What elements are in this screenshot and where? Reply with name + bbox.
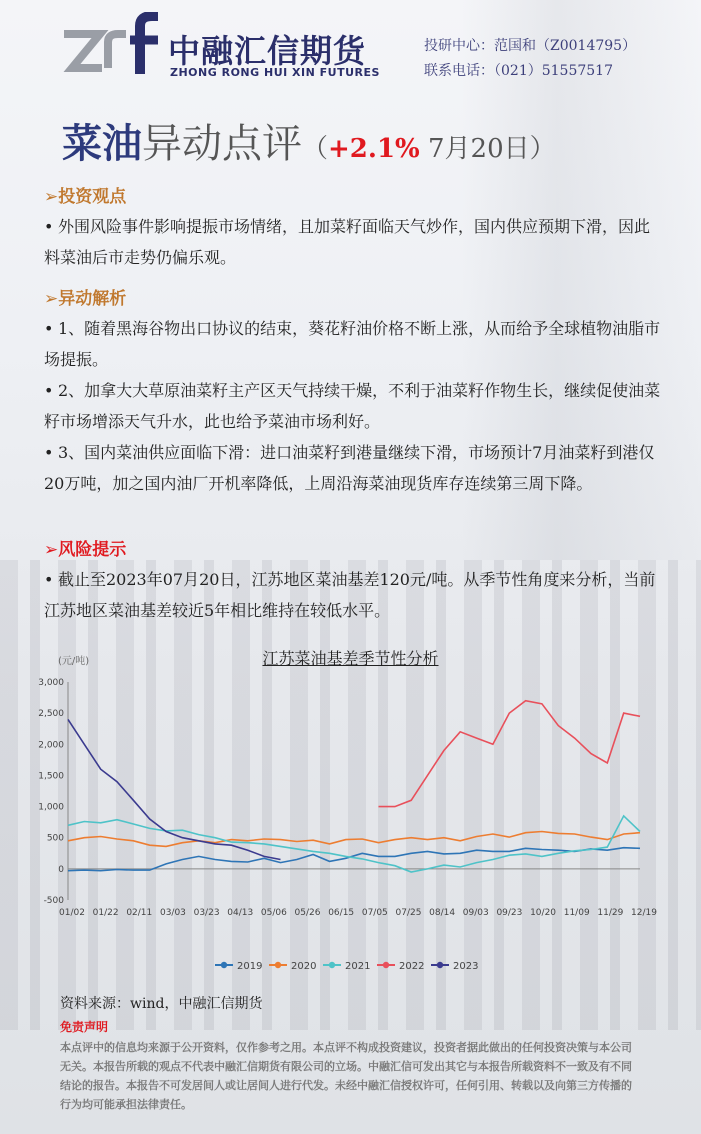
title-change: +2.1% — [328, 134, 420, 164]
x-tick-label: 11/09 — [563, 908, 590, 918]
x-tick-label: 04/13 — [227, 908, 254, 918]
company-name-cn: 中融汇信期货 — [168, 32, 367, 70]
title-date: 7月20日） — [419, 134, 556, 164]
series-line-2020 — [68, 832, 640, 847]
analysis-bullet-1: • 1、随着黑海谷物出口协议的结束，葵花籽油价格不断上涨，从而给予全球植物油脂市场提振。 — [44, 319, 661, 369]
y-tick-label: 2,500 — [38, 709, 64, 720]
title-paren: （ — [302, 134, 329, 164]
series-line-2019 — [68, 848, 640, 871]
x-tick-label: 01/02 — [59, 908, 85, 918]
legend-marker-2019 — [221, 962, 227, 968]
chart-svg — [0, 640, 701, 980]
chart — [0, 640, 701, 980]
analysis-bullet-2: • 2、加拿大大草原油菜籽主产区天气持续干燥，不利于油菜籽作物生长，继续促使油菜籽市场增添天气升水，此也给予菜油市场利好。 — [44, 381, 661, 431]
x-tick-label: 03/23 — [193, 908, 220, 918]
y-tick-label: 1,500 — [38, 771, 64, 782]
risk-bullet: • 截止至2023年07月20日，江苏地区菜油基差120元/吨。从季节性角度来分析，当前江苏地区菜油基差较近5年相比维持在较低水平。 — [44, 570, 656, 620]
y-tick-label: 0 — [58, 864, 64, 875]
page-title — [62, 112, 556, 169]
legend-label-2021: 2021 — [345, 961, 371, 972]
series-line-2021 — [68, 816, 640, 872]
header — [0, 0, 701, 110]
legend-marker-2022 — [383, 962, 389, 968]
x-tick-label: 08/14 — [429, 908, 456, 918]
x-tick-label: 02/11 — [126, 908, 153, 918]
section-heading-view: ➢投资观点 — [44, 187, 127, 207]
company-name-en: ZHONG RONG HUI XIN FUTURES — [170, 66, 380, 79]
y-tick-label: 2,000 — [38, 740, 64, 751]
x-tick-label: 03/03 — [159, 908, 186, 918]
legend-label-2023: 2023 — [453, 961, 479, 972]
x-tick-label: 10/20 — [530, 908, 557, 918]
y-tick-label: 3,000 — [38, 678, 64, 688]
x-tick-label: 07/25 — [395, 908, 422, 918]
x-tick-label: 09/03 — [462, 908, 489, 918]
y-tick-label: -500 — [43, 896, 64, 906]
view-text: 外围风险事件影响提振市场情绪，且加菜籽面临天气炒作，国内供应预期下滑，因此料菜油后市走势仍偏乐观。 — [44, 217, 651, 267]
y-axis-unit: (元/吨) — [58, 656, 90, 667]
analysis-text-1: 1、随着黑海谷物出口协议的结束，葵花籽油价格不断上涨，从而给予全球植物油脂市场提振。 — [44, 319, 661, 369]
title-sub: 异动点评 — [142, 121, 302, 167]
x-tick-label: 12/19 — [631, 908, 657, 918]
legend-marker-2023 — [437, 962, 443, 968]
legend-label-2019: 2019 — [237, 961, 263, 972]
x-tick-label: 11/29 — [597, 908, 624, 918]
data-source: 资料来源：wind，中融汇信期货 — [60, 996, 263, 1012]
legend-label-2022: 2022 — [399, 961, 425, 972]
series-line-2023 — [68, 719, 281, 859]
contact-phone: 联系电话：（021）51557517 — [424, 63, 613, 79]
legend-marker-2020 — [275, 962, 281, 968]
view-bullet: • 外围风险事件影响提振市场情绪，且加菜籽面临天气炒作，国内供应预期下滑，因此料菜油后市走势仍偏乐观。 — [44, 217, 651, 267]
disclaimer-heading: 免责声明 — [60, 1020, 109, 1034]
disclaimer-text: 本点评中的信息均来源于公开资料，仅作参考之用。本点评不构成投资建议，投资者据此做出的任何投资决策与本公司无关。本报告所载的观点不代表中融汇信期货有限公司的立场。中融汇信可发出其它与本报告所载资料不一致及有不同结论的报告。本报告不可发居间人或让居间人进行代发。未经中融汇信授权许可，任何引用、转载以及向第三方传播的行为均可能承担法律责任。 — [60, 1041, 632, 1111]
series-line-2022 — [379, 701, 641, 807]
y-tick-label: 500 — [46, 833, 64, 844]
section-heading-analysis: ➢异动解析 — [44, 289, 127, 309]
contact-research: 投研中心：范国和（Z0014795） — [424, 38, 637, 54]
analysis-text-2: 2、加拿大大草原油菜籽主产区天气持续干燥，不利于油菜籽作物生长，继续促使油菜籽市场增添天气升水，此也给予菜油市场利好。 — [44, 381, 661, 431]
risk-text: 截止至2023年07月20日，江苏地区菜油基差120元/吨。从季节性角度来分析，当前江苏地区菜油基差较近5年相比维持在较低水平。 — [44, 570, 656, 620]
company-logo-icon — [60, 12, 160, 80]
analysis-bullet-3: • 3、国内菜油供应面临下滑：进口油菜籽到港量继续下滑，市场预计7月油菜籽到港仅20万吨，加之国内油厂开机率降低，上周沿海菜油现货库存连续第三周下降。 — [44, 443, 655, 493]
legend-label-2020: 2020 — [291, 961, 317, 972]
chart-title: 江苏菜油基差季节性分析 — [262, 649, 439, 668]
x-tick-label: 07/05 — [361, 908, 388, 918]
x-tick-label: 09/23 — [496, 908, 523, 918]
x-tick-label: 01/22 — [92, 908, 119, 918]
legend-marker-2021 — [329, 962, 335, 968]
x-tick-label: 05/06 — [260, 908, 287, 918]
section-heading-risk: ➢风险提示 — [44, 540, 127, 560]
analysis-text-3: 3、国内菜油供应面临下滑：进口油菜籽到港量继续下滑，市场预计7月油菜籽到港仅20万吨，加之国内油厂开机率降低，上周沿海菜油现货库存连续第三周下降。 — [44, 443, 655, 493]
title-main: 菜油 — [62, 120, 142, 167]
y-tick-label: 1,000 — [38, 802, 64, 813]
x-tick-label: 05/26 — [294, 908, 321, 918]
x-tick-label: 06/15 — [328, 908, 355, 918]
